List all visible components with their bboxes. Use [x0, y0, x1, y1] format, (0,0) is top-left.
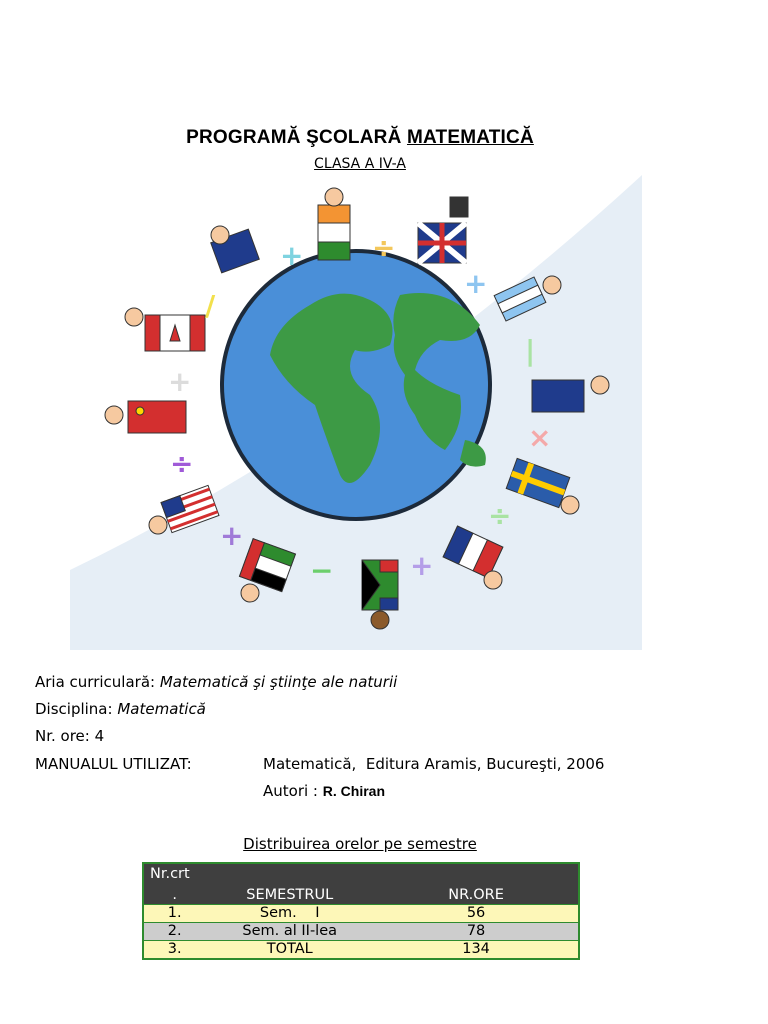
ore-label: Nr. ore: [35, 727, 90, 745]
cell-ore: 56 [374, 905, 579, 923]
table-row [143, 923, 579, 941]
table-row [143, 941, 579, 960]
aria-curriculara-line [35, 673, 397, 691]
table-row [143, 905, 579, 923]
flag-kid-uk [418, 197, 468, 263]
cell-semestru: Sem. I [205, 905, 374, 923]
autori-value: R. Chiran [322, 783, 385, 799]
table-header-row [143, 884, 579, 905]
svg-text:+: + [280, 239, 304, 272]
svg-text:+: + [464, 267, 488, 300]
svg-text:÷: ÷ [488, 499, 512, 532]
cell-semestru: Sem. al II-lea [205, 923, 374, 941]
svg-text:+: + [220, 519, 244, 552]
svg-text:−: − [310, 554, 334, 587]
page-subtitle: CLASA A IV-A [314, 156, 406, 172]
title-main: PROGRAMĂ ŞCOLARĂ [186, 127, 402, 148]
autori-label: Autori : [263, 782, 318, 800]
cell-ore: 134 [374, 941, 579, 960]
aria-value: Matematică şi ştiinţe ale naturii [159, 673, 398, 691]
header-nrcrt: Nr.crt [150, 865, 190, 882]
svg-text:|: | [525, 334, 536, 367]
disciplina-label: Disciplina: [35, 700, 113, 718]
cell-nr: 1. [143, 905, 205, 923]
flag-kid-china [105, 401, 186, 433]
cell-ore: 78 [374, 923, 579, 941]
distribution-table [142, 862, 580, 960]
flag-kid-canada [125, 308, 205, 351]
disciplina-line [35, 700, 206, 718]
children-around-globe-illustration [70, 175, 642, 650]
svg-text:+: + [168, 365, 192, 398]
cell-nr: 3. [143, 941, 205, 960]
page-title [0, 127, 720, 149]
table-header-row-top [143, 863, 579, 884]
ore-value: 4 [94, 727, 105, 745]
nr-ore-line [35, 727, 104, 745]
disciplina-value: Matematică [117, 700, 206, 718]
cell-nr: 2. [143, 923, 205, 941]
header-semestrul: SEMESTRUL [246, 887, 334, 903]
cell-semestru: TOTAL [205, 941, 374, 960]
flag-kid-india [318, 188, 350, 260]
aria-label: Aria curriculară: [35, 673, 156, 691]
svg-text:÷: ÷ [170, 447, 194, 480]
svg-text:+: + [410, 549, 434, 582]
svg-text:/: / [205, 289, 216, 322]
globe-icon [222, 251, 490, 519]
title-subject: MATEMATICĂ [406, 127, 534, 148]
header-nr-ore: NR.ORE [448, 887, 504, 903]
svg-text:÷: ÷ [372, 231, 396, 264]
autori-line [263, 782, 385, 800]
flag-kid-nz [211, 226, 260, 273]
header-nrcrt-dot: . [172, 887, 177, 903]
distribution-title: Distribuirea orelor pe semestre [243, 835, 477, 853]
svg-text:×: × [528, 421, 552, 454]
manual-label: MANUALUL UTILIZAT: [35, 755, 192, 773]
manual-value: Matematică, Editura Aramis, Bucureşti, 2006 [263, 755, 605, 773]
